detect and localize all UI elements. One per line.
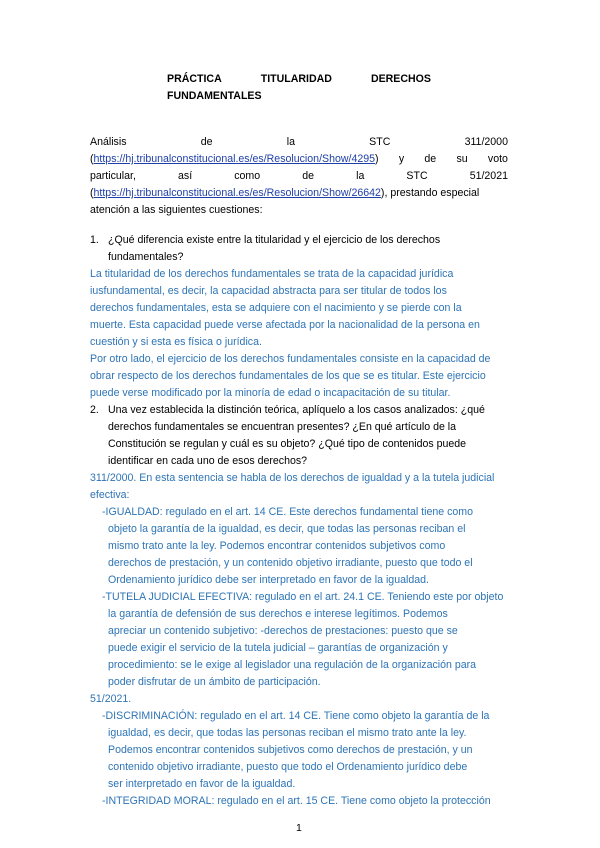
discriminacion-item: igualdad, es decir, que todas las personas reciban el mismo trato ante la ley. <box>108 727 467 739</box>
case-311-2000-heading: 311/2000. En esta sentencia se habla de los derechos de igualdad y a la tutela judicial <box>90 472 495 484</box>
intro-line-3: particular, así como de la STC 51/2021 <box>90 170 508 182</box>
tutela-item: procedimiento: se le exige al legislador una regulación de la organización para <box>108 659 477 671</box>
stc-311-2000-link[interactable]: https://hj.tribunalconstitucional.es/es/Resolucion/Show/4295 <box>93 153 376 165</box>
question-2-line: Constitución se regulan y cuál es su objeto? ¿Qué tipo de contenidos puede <box>108 438 467 450</box>
stc-51-2021-link[interactable]: https://hj.tribunalconstitucional.es/es/Resolucion/Show/26642 <box>93 187 381 199</box>
discriminacion-item: -DISCRIMINACIÓN: regulado en el art. 14 CE. Tiene como objeto la garantía de la <box>102 710 490 722</box>
igualdad-item: Ordenamiento jurídico debe ser interpretado en favor de la igualdad. <box>108 574 429 586</box>
question-2-line: identificar en cada uno de esos derechos? <box>108 455 308 467</box>
answer-1-line: La titularidad de los derechos fundamentales se trata de la capacidad jurídica <box>90 268 454 280</box>
intro-line-2: (https://hj.tribunalconstitucional.es/es/Resolucion/Show/4295) y de su voto <box>90 153 508 165</box>
discriminacion-item: ser interpretado en favor de la igualdad. <box>108 778 296 790</box>
igualdad-item: derechos de prestación, y un contenido objetivo irradiante, puesto que todo el <box>108 557 473 569</box>
title-line-2: FUNDAMENTALES <box>167 90 262 102</box>
discriminacion-item: contenido objetivo irradiante, puesto que todo el Ordenamiento jurídico debe <box>108 761 468 773</box>
title-word: TITULARIDAD <box>260 73 332 85</box>
igualdad-item: mismo trato ante la ley. Podemos encontrar contenidos subjetivos como <box>108 540 446 552</box>
tutela-item: -TUTELA JUDICIAL EFECTIVA: regulado en el art. 24.1 CE. Teniendo este por objeto <box>102 591 504 603</box>
title-word: PRÁCTICA <box>167 73 222 85</box>
tutela-item: puede exigir el servicio de la tutela judicial – garantías de organización y <box>108 642 448 654</box>
answer-1-line: derechos fundamentales, esta se adquiere con el nacimiento y se pierde con la <box>90 302 462 314</box>
answer-1-line: muerte. Esta capacidad puede verse afectada por la nacionalidad de la persona en <box>90 319 480 331</box>
answer-1-line: obrar respecto de los derechos fundamentales de los que se es titular. Este ejercicio <box>90 370 486 382</box>
tutela-item: la garantía de defensión de sus derechos e interese legítimos. Podemos <box>108 608 448 620</box>
igualdad-item: -IGUALDAD: regulado en el art. 14 CE. Este derechos fundamental tiene como <box>102 506 473 518</box>
answer-1-line: Por otro lado, el ejercicio de los derechos fundamentales consiste en la capacidad de <box>90 353 491 365</box>
tutela-item: poder disfrutar de un ámbito de participación. <box>108 676 321 688</box>
intro-line-5: atención a las siguientes cuestiones: <box>90 204 263 216</box>
question-1-line-2: fundamentales? <box>108 251 184 263</box>
intro-line-1: Análisis de la STC 311/2000 <box>90 136 508 148</box>
question-2-line: derechos fundamentales se encuentran presentes? ¿En qué artículo de la <box>108 421 457 433</box>
answer-1-line: puede verse modificado por la minoría de edad o incapacitación de su titular. <box>90 387 451 399</box>
answer-1-line: cuestión y si esta es física o jurídica. <box>90 336 262 348</box>
title-word: DERECHOS <box>370 73 431 85</box>
question-2-line: Una vez establecida la distinción teórica, aplíquelo a los casos analizados: ¿qué <box>108 404 485 416</box>
igualdad-item: objeto la garantía de la igualdad, es decir, que todas las personas reciban el <box>108 523 466 535</box>
integridad-item: -INTEGRIDAD MORAL: regulado en el art. 15 CE. Tiene como objeto la protección <box>102 795 491 807</box>
question-1-line-1: ¿Qué diferencia existe entre la titularidad y el ejercicio de los derechos <box>108 234 441 246</box>
case-51-2021-heading: 51/2021. <box>90 693 132 705</box>
intro-line-4: (https://hj.tribunalconstitucional.es/es/Resolucion/Show/26642), prestando especial <box>90 187 480 199</box>
question-1-number: 1. <box>90 234 99 246</box>
answer-1-line: iusfundamental, es decir, la capacidad abstracta para ser titular de todos los <box>90 285 447 297</box>
page-number: 1 <box>296 822 302 834</box>
tutela-item: apreciar un contenido subjetivo: -derechos de prestaciones: puesto que se <box>108 625 458 637</box>
discriminacion-item: Podemos encontrar contenidos subjetivos como derechos de prestación, y un <box>108 744 473 756</box>
title-line-1 <box>167 71 431 89</box>
case-311-2000-heading: efectiva: <box>90 489 130 501</box>
question-2-number: 2. <box>90 404 99 416</box>
